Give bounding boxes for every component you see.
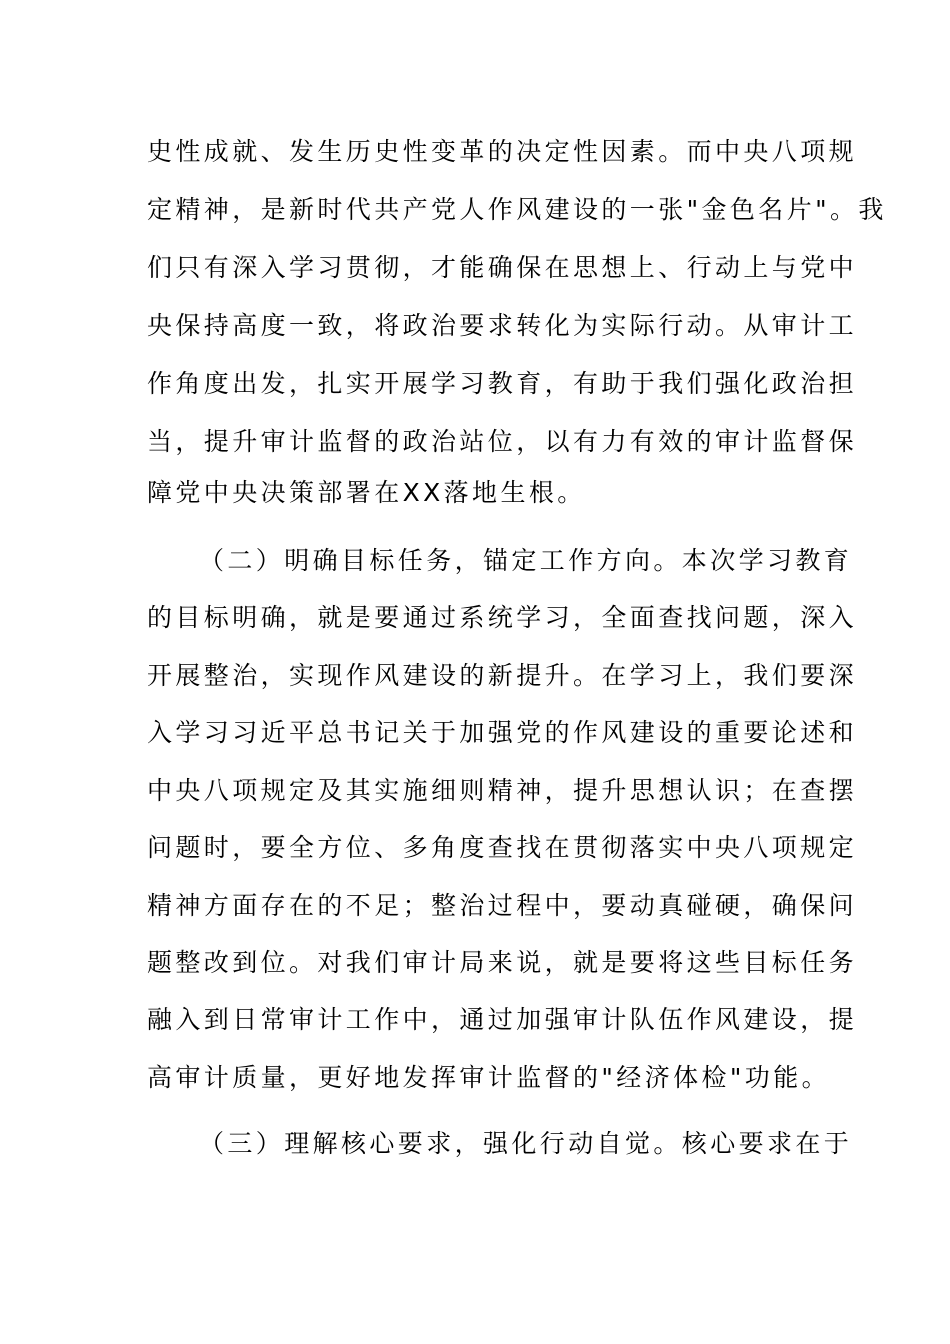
paragraph-1-line-7: 障党中央决策部署在XX落地生根。 [147,478,586,507]
paragraph-2-line-2: 的目标明确，就是要通过系统学习，全面查找问题，深入 [147,603,858,632]
paragraph-1-line-6: 当，提升审计监督的政治站位，以有力有效的审计监督保 [147,427,858,456]
paragraph-2-line-1: （二）明确目标任务，锚定工作方向。本次学习教育 [199,546,853,575]
paragraph-1-line-5: 作角度出发，扎实开展学习教育，有助于我们强化政治担 [147,369,858,398]
paragraph-2-line-6: 问题时，要全方位、多角度查找在贯彻落实中央八项规定 [147,833,858,862]
paragraph-2-line-9: 融入到日常审计工作中，通过加强审计队伍作风建设，提 [147,1005,858,1034]
paragraph-3-line-1: （三）理解核心要求，强化行动自觉。核心要求在于 [199,1129,853,1158]
paragraph-2-line-3: 开展整治，实现作风建设的新提升。在学习上，我们要深 [147,661,858,690]
paragraph-2-line-4: 入学习习近平总书记关于加强党的作风建设的重要论述和 [147,718,858,747]
paragraph-2-line-10: 高审计质量，更好地发挥审计监督的"经济体检"功能。 [147,1063,831,1092]
paragraph-1-line-2: 定精神，是新时代共产党人作风建设的一张"金色名片"。我 [147,195,887,224]
paragraph-1-line-1: 史性成就、发生历史性变革的决定性因素。而中央八项规 [147,137,858,166]
paragraph-2-line-8: 题整改到位。对我们审计局来说，就是要将这些目标任务 [147,948,858,977]
paragraph-1-line-4: 央保持高度一致，将政治要求转化为实际行动。从审计工 [147,311,858,340]
paragraph-1-line-3: 们只有深入学习贯彻，才能确保在思想上、行动上与党中 [147,253,858,282]
paragraph-2-line-7: 精神方面存在的不足；整治过程中，要动真碰硬，确保问 [147,891,858,920]
paragraph-2-line-5: 中央八项规定及其实施细则精神，提升思想认识；在查摆 [147,776,858,805]
